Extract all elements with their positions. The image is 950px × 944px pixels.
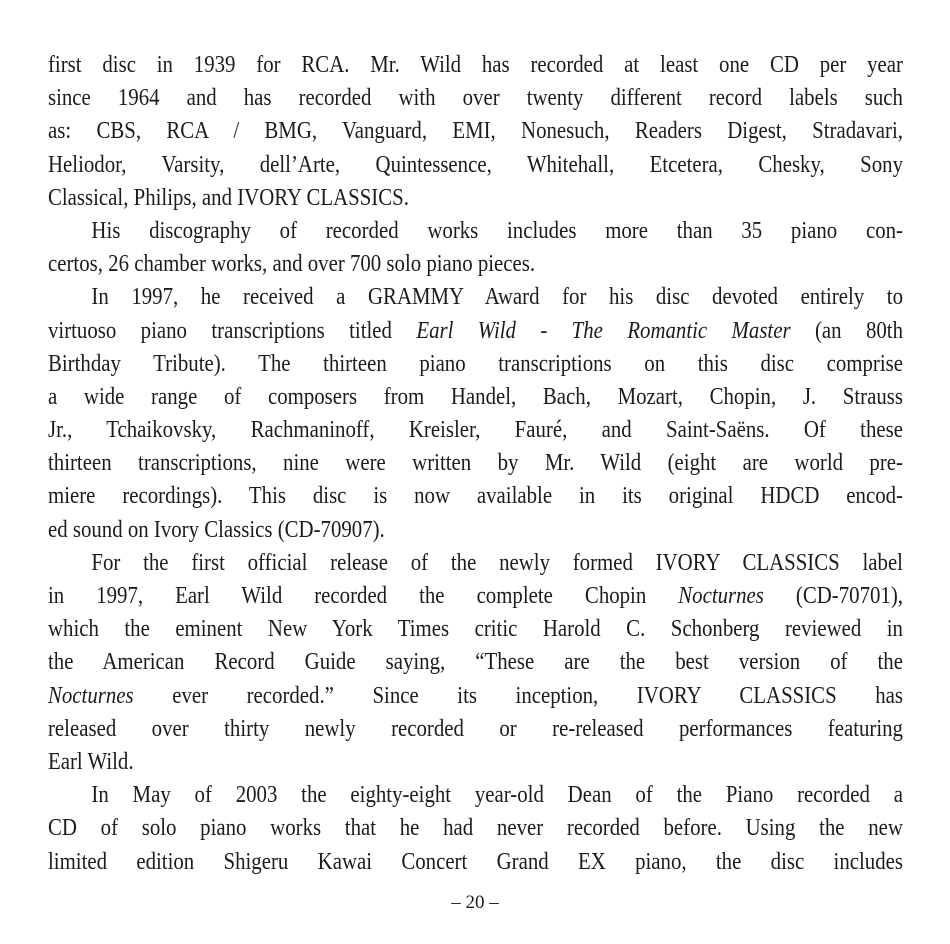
page-text (48, 49, 903, 879)
text-run: For the first official release of the newly formed IVORY CLASSICS label (91, 549, 903, 576)
text-run: since 1964 and has recorded with over twenty different record labels such (48, 85, 903, 112)
text-run: His discography of recorded works includes more than 35 piano con- (91, 217, 903, 244)
text-line (48, 613, 903, 646)
text-run: ever recorded.” Since its inception, IVORY CLASSICS has (133, 682, 903, 709)
italic-text-run: Nocturnes (678, 583, 764, 609)
text-run: Earl Wild. (48, 748, 134, 775)
text-line (48, 115, 903, 148)
text-run: Birthday Tribute). The thirteen piano transcriptions on this disc comprise (48, 350, 903, 377)
text-line (48, 149, 903, 182)
text-run: as: CBS, RCA / BMG, Vanguard, EMI, Nonesuch, Readers Digest, Stradavari, (48, 118, 903, 145)
text-line (48, 82, 903, 115)
text-run: limited edition Shigeru Kawai Concert Grand EX piano, the disc includes (48, 848, 903, 875)
text-line (48, 414, 903, 447)
text-run: (an 80th (790, 317, 903, 344)
text-run: miere recordings). This disc is now available in its original HDCD encod- (48, 483, 903, 510)
text-run: thirteen transcriptions, nine were written by Mr. Wild (eight are world pre- (48, 450, 903, 477)
italic-text-run: Earl Wild - The Romantic Master (416, 317, 791, 344)
text-line (48, 646, 903, 679)
text-run: ed sound on Ivory Classics (CD-70907). (48, 516, 385, 543)
text-line (48, 812, 903, 845)
text-run: first disc in 1939 for RCA. Mr. Wild has recorded at least one CD per year (48, 52, 903, 78)
text-line (48, 49, 903, 82)
text-line (48, 514, 903, 547)
text-run: Classical, Philips, and IVORY CLASSICS. (48, 184, 409, 211)
text-line (48, 680, 903, 713)
text-run: CD of solo piano works that he had never recorded before. Using the new (48, 815, 903, 842)
text-run: certos, 26 chamber works, and over 700 solo piano pieces. (48, 251, 536, 278)
text-run: Jr., Tchaikovsky, Rachmaninoff, Kreisler, Fauré, and Saint-Saëns. Of these (48, 417, 903, 444)
text-line (48, 182, 903, 215)
text-line (48, 746, 903, 779)
italic-text-run: Nocturnes (48, 682, 134, 709)
text-line (48, 713, 903, 746)
text-run: virtuoso piano transcriptions titled (48, 317, 417, 344)
text-line (48, 315, 903, 348)
text-line (48, 480, 903, 513)
text-line (48, 580, 903, 613)
text-line (48, 348, 903, 381)
text-run: In 1997, he received a GRAMMY Award for his disc devoted entirely to (91, 284, 903, 311)
text-run: released over thirty newly recorded or re-released performances featuring (48, 715, 903, 742)
text-line (48, 547, 903, 580)
text-line (48, 215, 903, 248)
text-line (48, 846, 903, 879)
text-line (48, 248, 903, 281)
text-line (48, 779, 903, 812)
text-line (48, 381, 903, 414)
text-run: Heliodor, Varsity, dell’Arte, Quintessence, Whitehall, Etcetera, Chesky, Sony (48, 151, 903, 178)
page-number: – 20 – (451, 892, 499, 913)
text-run: In May of 2003 the eighty-eight year-old Dean of the Piano recorded a (91, 782, 903, 809)
text-line (48, 281, 903, 314)
text-run: the American Record Guide saying, “These are the best version of the (48, 649, 903, 676)
text-run: in 1997, Earl Wild recorded the complete Chopin (48, 583, 679, 609)
text-line (48, 447, 903, 480)
text-run: a wide range of composers from Handel, Bach, Mozart, Chopin, J. Strauss (48, 383, 903, 410)
text-run: (CD-70701), (763, 583, 903, 609)
text-run: which the eminent New York Times critic Harold C. Schonberg reviewed in (48, 616, 903, 643)
